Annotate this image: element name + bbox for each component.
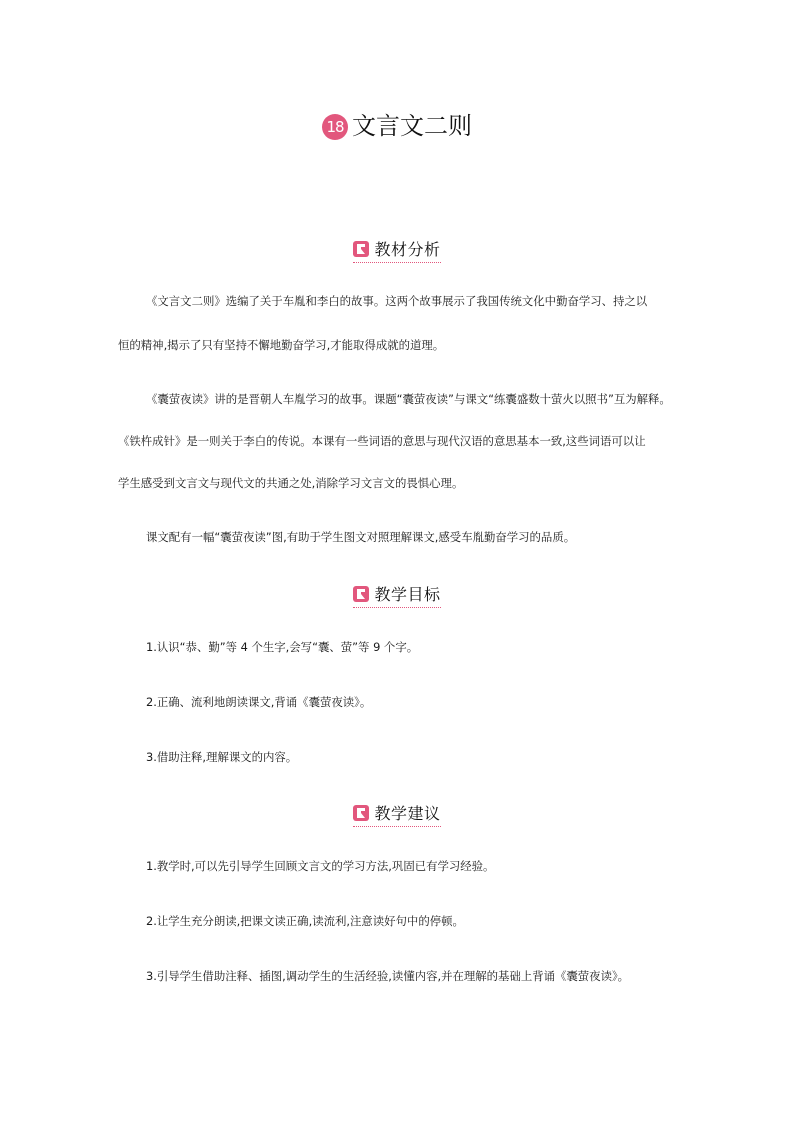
bookmark-icon bbox=[353, 586, 369, 602]
list-item: 1.认识“恭、勤”等 4 个生字,会写“囊、萤”等 9 个字。 bbox=[146, 640, 419, 654]
paragraph-line: 《囊萤夜读》讲的是晋朝人车胤学习的故事。课题“囊萤夜读”与课文“练囊盛数十萤火以照书”互为解释。 bbox=[146, 392, 671, 406]
paragraph-line: 课文配有一幅“囊萤夜读”图,有助于学生图文对照理解课文,感受车胤勤奋学习的品质。 bbox=[146, 530, 576, 544]
section-heading-text: 教学目标 bbox=[374, 585, 441, 604]
section-heading-goals bbox=[0, 582, 794, 606]
section-heading-text: 教学建议 bbox=[374, 804, 441, 823]
section-heading-text: 教材分析 bbox=[374, 240, 441, 259]
paragraph-line: 《铁杵成针》是一则关于李白的传说。本课有一些词语的意思与现代汉语的意思基本一致,这些词语可以让 bbox=[118, 434, 646, 448]
paragraph-line: 恒的精神,揭示了只有坚持不懈地勤奋学习,才能取得成就的道理。 bbox=[118, 338, 445, 352]
section-heading-suggestions bbox=[0, 801, 794, 825]
paragraph-line: 《文言文二则》选编了关于车胤和李白的故事。这两个故事展示了我国传统文化中勤奋学习、持之以 bbox=[146, 294, 648, 308]
bookmark-icon bbox=[353, 805, 369, 821]
bookmark-icon bbox=[353, 241, 369, 257]
list-item: 1.教学时,可以先引导学生回顾文言文的学习方法,巩固已有学习经验。 bbox=[146, 859, 495, 873]
lesson-title bbox=[0, 112, 794, 140]
lesson-number-badge: 18 bbox=[322, 114, 348, 140]
lesson-title-text: 文言文二则 bbox=[352, 112, 472, 140]
list-item: 3.借助注释,理解课文的内容。 bbox=[146, 750, 298, 764]
paragraph-line: 学生感受到文言文与现代文的共通之处,消除学习文言文的畏惧心理。 bbox=[118, 476, 464, 490]
section-heading-analysis bbox=[0, 237, 794, 261]
list-item: 2.正确、流利地朗读课文,背诵《囊萤夜读》。 bbox=[146, 695, 372, 709]
list-item: 3.引导学生借助注释、插图,调动学生的生活经验,读懂内容,并在理解的基础上背诵《囊萤夜读》。 bbox=[146, 969, 630, 983]
list-item: 2.让学生充分朗读,把课文读正确,读流利,注意读好句中的停顿。 bbox=[146, 914, 464, 928]
